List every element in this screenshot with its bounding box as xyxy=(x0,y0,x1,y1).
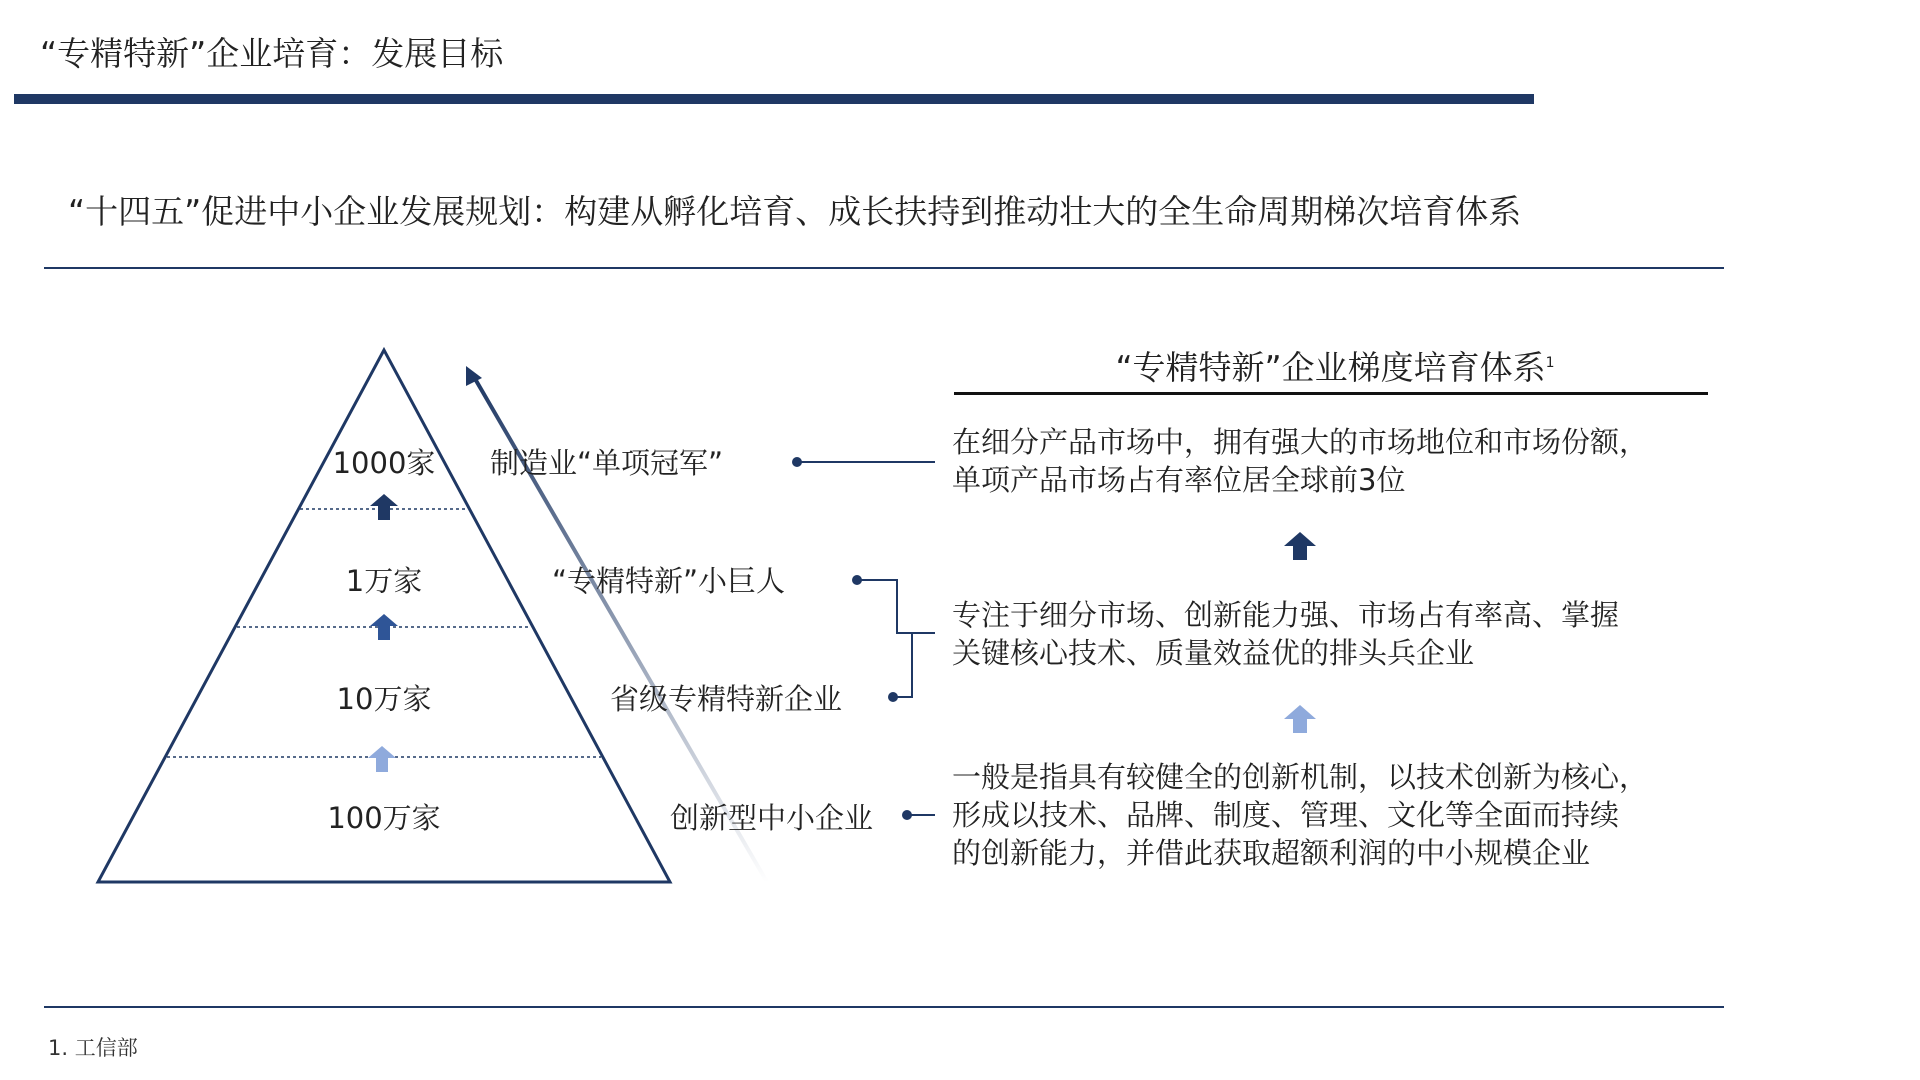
page-subtitle: “十四五”促进中小企业发展规划：构建从孵化培育、成长扶持到推动壮大的全生命周期梯次培育体系 xyxy=(68,192,1522,231)
footnote: 1. 工信部 xyxy=(48,1036,138,1060)
description-block-2 xyxy=(952,596,1619,672)
footnote-divider xyxy=(44,1006,1724,1008)
up-arrow-icon xyxy=(370,494,398,520)
footnote-marker: 1 xyxy=(1545,355,1555,371)
description-3-line-2: 形成以技术、品牌、制度、管理、文化等全面而持续 xyxy=(952,798,1620,832)
description-2-line-1: 专注于细分市场、创新能力强、市场占有率高、掌握 xyxy=(952,598,1620,632)
up-arrow-icon xyxy=(1284,705,1316,733)
tier-count-2: 1万家 xyxy=(345,564,423,598)
tier-count-4: 100万家 xyxy=(327,801,441,835)
description-2-line-2: 关键核心技术、质量效益优的排头兵企业 xyxy=(952,636,1475,670)
description-3-line-1: 一般是指具有较健全的创新机制，以技术创新为核心， xyxy=(952,760,1649,794)
system-header-text: “专精特新”企业梯度培育体系 xyxy=(1115,348,1546,387)
up-arrow-icon xyxy=(1284,532,1316,560)
tier-label-3: 省级专精特新企业 xyxy=(610,682,843,716)
description-1-line-2: 单项产品市场占有率位居全球前3位 xyxy=(952,463,1406,497)
tier-label-4: 创新型中小企业 xyxy=(670,801,874,835)
description-3-line-3: 的创新能力，并借此获取超额利润的中小规模企业 xyxy=(952,836,1591,870)
up-arrow-icon xyxy=(368,746,396,772)
bracket-connector-lower xyxy=(893,633,912,697)
bracket-connector xyxy=(857,580,935,633)
tier-label-1: 制造业“单项冠军” xyxy=(490,446,724,480)
system-header-rule xyxy=(954,392,1708,395)
description-block-3 xyxy=(952,758,1648,872)
page-title: “专精特新”企业培育：发展目标 xyxy=(40,34,504,73)
description-1-line-1: 在细分产品市场中，拥有强大的市场地位和市场份额， xyxy=(952,425,1649,459)
tier-count-3: 10万家 xyxy=(336,682,432,716)
tier-count-1: 1000家 xyxy=(332,446,436,480)
tier-label-2: “专精特新”小巨人 xyxy=(552,564,786,598)
system-header xyxy=(960,342,1710,389)
description-block-1 xyxy=(952,423,1648,499)
